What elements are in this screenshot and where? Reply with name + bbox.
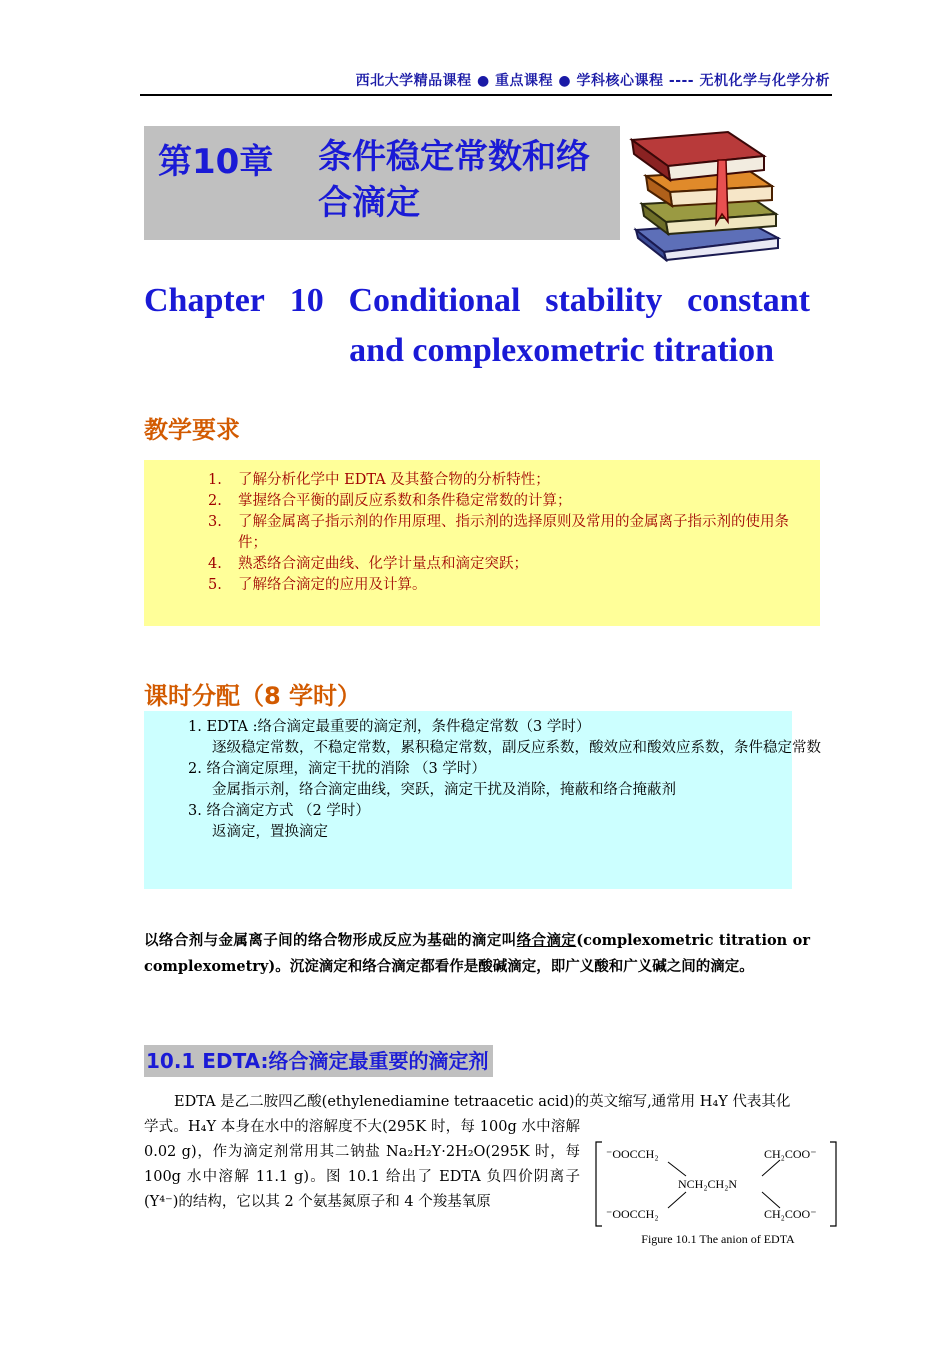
item-text: 熟悉络合滴定曲线、化学计量点和滴定突跃； — [238, 556, 528, 572]
chapter-number: 第10章 — [158, 142, 274, 182]
item-number: 2. — [208, 493, 222, 509]
item-number: 3. — [208, 514, 222, 530]
left-bottom-group: ⁻OOCCH₂ — [606, 1207, 659, 1221]
class-hours-list — [188, 717, 828, 843]
edta-first-line: EDTA 是乙二胺四乙酸(ethylenediamine tetraacetic acid)的英文缩写,通常用 H₄Y 代表其化 — [174, 1094, 791, 1110]
chapter-title-box — [144, 126, 620, 240]
english-title-word: constant — [687, 282, 810, 319]
hours-item-detail: 逐级稳定常数，不稳定常数，累积稳定常数，副反应系数，酸效应和酸效应系数，条件稳定常数 — [212, 740, 821, 756]
hours-item-title: 2. 络合滴定原理，滴定干扰的消除 （3 学时） — [188, 761, 486, 777]
item-text: 了解络合滴定的应用及计算。 — [238, 577, 427, 593]
intro-paragraph — [144, 928, 810, 980]
class-hours-heading: 课时分配（8 学时） — [144, 682, 362, 710]
edta-text-column: 学式。H₄Y 本身在水中的溶解度不大(295K 时，每 100g 水中溶解 0.02 g)，作为滴定剂常用其二钠盐 Na₂H₂Y·2H₂O(295K 时，每 100g 水中溶解 11.1 g)。图 10.1 给出了 EDTA 负四价阴离子(Y⁴⁻)的结构，它以其 2 个氨基氮原子和 4 个羧基氧原 — [144, 1119, 580, 1210]
english-title — [144, 276, 810, 376]
requirements-list — [208, 470, 812, 596]
list-item — [208, 575, 812, 596]
books-illustration — [628, 126, 784, 262]
header-rule — [140, 94, 832, 96]
english-title-word: Chapter — [144, 282, 265, 319]
right-top-group: CH₂COO⁻ — [764, 1147, 817, 1161]
item-number: 1. — [208, 472, 222, 488]
intro-text-before: 以络合剂与金属离子间的络合物形成反应为基础的滴定叫 — [144, 932, 517, 949]
edta-anion-structure — [592, 1138, 840, 1230]
class-hours-box — [144, 711, 821, 889]
right-bottom-group: CH₂COO⁻ — [764, 1207, 817, 1221]
figure-caption: Figure 10.1 The anion of EDTA — [641, 1232, 795, 1246]
list-item — [208, 470, 812, 491]
hours-item-title: 3. 络合滴定方式 （2 学时） — [188, 803, 370, 819]
english-title-line-2: and complexometric titration — [349, 332, 774, 369]
list-item — [208, 512, 812, 554]
english-title-line-1 — [144, 276, 810, 326]
teaching-requirements-box — [144, 460, 820, 626]
item-text: 掌握络合平衡的副反应系数和条件稳定常数的计算； — [238, 493, 572, 509]
list-item — [208, 491, 812, 512]
item-number: 5. — [208, 577, 222, 593]
english-title-word: stability — [545, 282, 663, 319]
list-item — [208, 554, 812, 575]
item-text: 了解分析化学中 EDTA 及其螯合物的分析特性； — [238, 472, 550, 488]
center-group: NCH₂CH₂N — [678, 1177, 738, 1191]
intro-term: 络合滴定 — [516, 932, 577, 949]
section-10-1-heading: 10.1 EDTA:络合滴定最重要的滴定剂 — [144, 1045, 493, 1077]
english-title-word: Conditional — [348, 282, 521, 319]
english-title-word: 10 — [289, 282, 324, 319]
hours-item-title: 1. EDTA :络合滴定最重要的滴定剂，条件稳定常数（3 学时） — [188, 719, 591, 735]
item-text: 了解金属离子指示剂的作用原理、指示剂的选择原则及常用的金属离子指示剂的使用条件； — [238, 514, 789, 551]
left-top-group: ⁻OOCCH₂ — [606, 1147, 659, 1161]
item-number: 4. — [208, 556, 222, 572]
hours-item-detail: 金属指示剂，络合滴定曲线，突跃，滴定干扰及消除，掩蔽和络合掩蔽剂 — [212, 782, 676, 798]
running-header: 西北大学精品课程 ● 重点课程 ● 学科核心课程 ---- 无机化学与化学分析 — [355, 73, 830, 89]
intro-text-after: (complexometric titration or complexometry)。沉淀滴定和络合滴定都看作是酸碱滴定，即广义酸和广义碱之间的滴定。 — [144, 932, 810, 975]
chapter-name: 条件稳定常数和络合滴定 — [318, 137, 590, 223]
hours-item-detail: 返滴定，置换滴定 — [212, 824, 328, 840]
teaching-requirements-heading: 教学要求 — [144, 416, 240, 444]
